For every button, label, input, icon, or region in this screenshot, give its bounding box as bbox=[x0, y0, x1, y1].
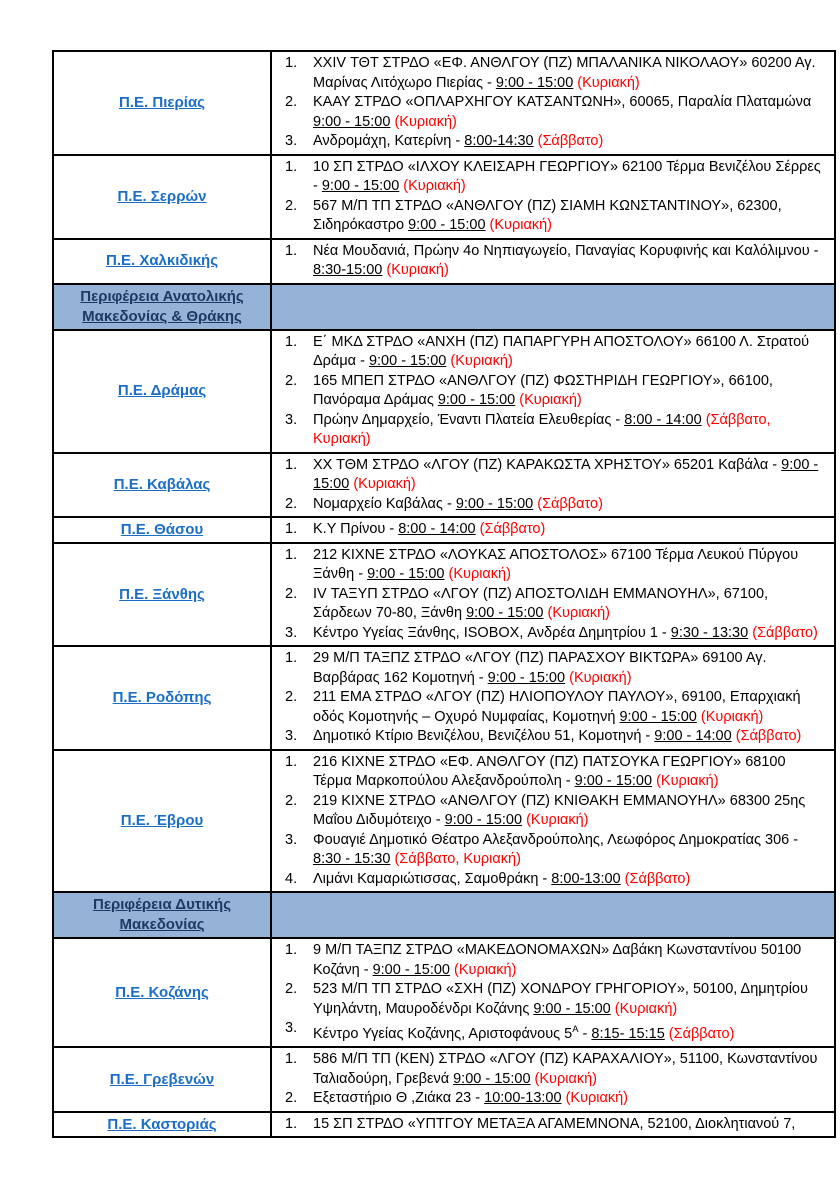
hours-label: 9:00 - 15:00 bbox=[372, 961, 450, 978]
item-text bbox=[313, 132, 830, 152]
location-item bbox=[272, 624, 830, 644]
item-number: 1. bbox=[285, 1115, 298, 1132]
day-label: (Κυριακή) bbox=[547, 605, 610, 621]
day-label: (Κυριακή) bbox=[534, 1070, 597, 1087]
hours-label: 9:00 - 15:00 bbox=[444, 812, 523, 828]
location-item bbox=[272, 649, 830, 688]
day-label: (Κυριακή) bbox=[394, 113, 457, 130]
header-label: Περιφέρεια Ανατολικής Μακεδονίας & Θράκης bbox=[80, 287, 244, 325]
item-text bbox=[313, 688, 830, 727]
location-item bbox=[272, 333, 830, 372]
table-row bbox=[53, 517, 835, 543]
item-number: 2. bbox=[285, 689, 298, 705]
locations-cell bbox=[271, 51, 835, 155]
region-link[interactable]: Π.Ε. Θάσου bbox=[120, 521, 204, 538]
region-link[interactable]: Π.Ε. Κοζάνης bbox=[115, 983, 209, 1001]
item-number: 1. bbox=[285, 753, 298, 770]
hours-label: 8:15- 15:15 bbox=[591, 1025, 665, 1042]
header-label: Περιφέρεια Δυτικής Μακεδονίας bbox=[93, 896, 231, 933]
location-text: ΧΧ ΤΘΜ ΣΤΡΔΟ «ΛΓΟΥ (ΠΖ) ΚΑΡΑΚΩΣΤΑ ΧΡΗΣΤΟΥ» 65201 Καβάλα - bbox=[313, 456, 782, 473]
day-label: (Σάββατο, Κυριακή) bbox=[313, 411, 771, 447]
item-number: 1. bbox=[285, 333, 298, 350]
table-row bbox=[53, 646, 835, 750]
locations-table bbox=[52, 50, 836, 1138]
item-number: 1. bbox=[285, 456, 298, 473]
item-text bbox=[313, 870, 830, 890]
location-item bbox=[272, 727, 830, 747]
day-label: (Σάββατο) bbox=[752, 624, 818, 641]
region-header-cell bbox=[53, 892, 271, 938]
location-item bbox=[272, 585, 830, 624]
item-text bbox=[313, 585, 830, 624]
day-label: (Κυριακή) bbox=[489, 217, 552, 233]
locations-cell bbox=[271, 330, 835, 453]
item-number: 3. bbox=[285, 728, 298, 744]
item-text bbox=[313, 158, 830, 197]
region-link[interactable]: Π.Ε. Έβρου bbox=[120, 812, 204, 829]
item-text bbox=[313, 54, 830, 93]
day-label: (Σάββατο) bbox=[537, 133, 604, 149]
hours-label: 8:30-15:00 bbox=[313, 262, 383, 278]
item-text bbox=[313, 1019, 830, 1044]
location-text: Νέα Μουδανιά, Πρώην 4ο Νηπιαγωγείο, Παναγίας Κορυφινής και Καλόλιμνου - bbox=[313, 242, 819, 259]
day-label: (Σάββατο) bbox=[537, 495, 603, 512]
hours-label: 10:00-13:00 bbox=[484, 1090, 562, 1107]
item-text bbox=[313, 1089, 830, 1109]
item-text bbox=[313, 753, 830, 792]
hours-label: 9:00 - 15:00 bbox=[533, 1000, 611, 1017]
locations-cell bbox=[271, 1047, 835, 1112]
hours-label: 9:00 - 15:00 bbox=[368, 353, 447, 369]
item-number: 4. bbox=[285, 870, 298, 887]
day-label: (Σάββατο) bbox=[668, 1025, 735, 1042]
day-label: (Κυριακή) bbox=[577, 74, 640, 91]
item-text bbox=[313, 831, 830, 870]
location-text: Δημοτικό Κτίριο Βενιζέλου, Βενιζέλου 51, Κομοτηνή - bbox=[313, 728, 655, 744]
item-text bbox=[313, 372, 830, 411]
table-row bbox=[53, 330, 835, 453]
item-text bbox=[313, 546, 830, 585]
item-text bbox=[313, 411, 830, 450]
locations-cell bbox=[271, 1112, 835, 1138]
location-item bbox=[272, 941, 830, 980]
item-number: 1. bbox=[285, 55, 298, 71]
locations-cell bbox=[271, 543, 835, 647]
hours-label: 9:00 - 15:00 bbox=[453, 1070, 531, 1087]
location-item bbox=[272, 1019, 830, 1044]
location-text: Εξεταστήριο Θ ,Ζιάκα 23 - bbox=[313, 1090, 485, 1107]
location-item bbox=[272, 831, 830, 870]
location-text: 9 Μ/Π ΤΑΞΠΖ ΣΤΡΔΟ «ΜΑΚΕΔΟΝΟΜΑΧΩΝ» Δαβάκη Κωνσταντίνου 50100 Κοζάνη - bbox=[313, 942, 802, 978]
day-label: (Κυριακή) bbox=[656, 773, 719, 789]
region-link[interactable]: Π.Ε. Δράμας bbox=[117, 382, 207, 400]
location-item bbox=[272, 54, 830, 93]
location-item bbox=[272, 1089, 830, 1109]
day-label: (Σάββατο, Κυριακή) bbox=[394, 851, 521, 867]
item-number: 2. bbox=[285, 495, 298, 512]
header-empty-cell bbox=[271, 284, 835, 330]
table-row bbox=[53, 1047, 835, 1112]
day-label: (Κυριακή) bbox=[565, 1090, 629, 1107]
location-text: IV ΤΑΞΥΠ ΣΤΡΔΟ «ΛΓΟΥ (ΠΖ) ΑΠΟΣΤΟΛΙΔΗ ΕΜΜΑΝΟΥΗΛ», 67100, Σάρδεων 70-80, Ξάνθη bbox=[313, 585, 769, 621]
region-cell bbox=[53, 155, 271, 239]
location-text: Α bbox=[572, 1023, 579, 1034]
location-text: 219 ΚΙΧΝΕ ΣΤΡΔΟ «ΑΝΘΛΓΟΥ (ΠΖ) ΚΝΙΘΑΚΗ ΕΜΜΑΝΟΥΗΛ» 68300 25ης Μαΐου Διδυμότειχο - bbox=[313, 792, 806, 828]
day-label: (Κυριακή) bbox=[353, 476, 416, 492]
day-label: (Κυριακή) bbox=[448, 566, 511, 582]
item-text bbox=[313, 792, 830, 831]
table-row bbox=[53, 155, 835, 239]
location-text: 586 Μ/Π ΤΠ (ΚΕΝ) ΣΤΡΔΟ «ΛΓΟΥ (ΠΖ) ΚΑΡΑΧΑΛΙΟΥ», 51100, Κωνσταντίνου Ταλιαδούρη, Γρεβενά bbox=[313, 1051, 818, 1087]
region-link[interactable]: Π.Ε. Σερρών bbox=[117, 187, 207, 205]
location-text: 216 ΚΙΧΝΕ ΣΤΡΔΟ «ΕΦ. ΑΝΘΛΓΟΥ (ΠΖ) ΠΑΤΣΟΥΚΑ ΓΕΩΡΓΙΟΥ» 68100 Τέρμα Μαρκοπούλου Αλεξανδρούπολη - bbox=[313, 753, 786, 789]
item-number: 1. bbox=[285, 942, 298, 958]
location-text: 29 Μ/Π ΤΑΞΠΖ ΣΤΡΔΟ «ΛΓΟΥ (ΠΖ) ΠΑΡΑΣΧΟΥ ΒΙΚΤΩΡΑ» 69100 Αγ. Βαρβάρας 162 Κομοτηνή - bbox=[313, 650, 767, 686]
item-number: 2. bbox=[285, 372, 298, 389]
locations-cell bbox=[271, 155, 835, 239]
location-item bbox=[272, 546, 830, 585]
table-row bbox=[53, 51, 835, 155]
item-number: 1. bbox=[285, 242, 298, 259]
day-label: (Κυριακή) bbox=[614, 1000, 678, 1017]
locations-cell bbox=[271, 239, 835, 284]
region-link[interactable]: Π.Ε. Καβάλας bbox=[113, 476, 211, 493]
location-text: 211 ΕΜΑ ΣΤΡΔΟ «ΛΓΟΥ (ΠΖ) ΗΛΙΟΠΟΥΛΟΥ ΠΑΥΛΟΥ», 69100, Επαρχιακή οδός Κομοτηνής – Οχυρό Νυμφαίας, Κομοτηνή bbox=[313, 689, 801, 725]
location-item bbox=[272, 495, 830, 515]
day-label: (Κυριακή) bbox=[450, 353, 513, 369]
table-row bbox=[53, 938, 835, 1047]
table-row bbox=[53, 543, 835, 647]
location-text: Πρώην Δημαρχείο, Έναντι Πλατεία Ελευθερίας - bbox=[313, 411, 625, 428]
day-label: (Κυριακή) bbox=[519, 392, 582, 408]
location-text: ΚΑΑΥ ΣΤΡΔΟ «ΟΠΛΑΡΧΗΓΟΥ ΚΑΤΣΑΝΤΩΝΗ», 60065, Παραλία Πλαταμώνα bbox=[313, 94, 812, 110]
day-label: (Κυριακή) bbox=[403, 178, 466, 194]
item-number: 2. bbox=[285, 94, 298, 110]
location-text: 523 Μ/Π ΤΠ ΣΤΡΔΟ «ΣΧΗ (ΠΖ) ΧΟΝΔΡΟΥ ΓΡΗΓΟΡΙΟΥ», 50100, Δημητρίου Υψηλάντη, Μαυροδένδρι Κοζάνης bbox=[313, 981, 808, 1017]
item-number: 3. bbox=[285, 133, 298, 149]
day-label: (Κυριακή) bbox=[386, 262, 449, 278]
location-item bbox=[272, 870, 830, 890]
region-link[interactable]: Π.Ε. Γρεβενών bbox=[109, 1070, 215, 1088]
locations-cell bbox=[271, 646, 835, 750]
region-cell bbox=[53, 51, 271, 155]
region-cell bbox=[53, 750, 271, 893]
item-number: 2. bbox=[285, 1090, 298, 1107]
location-text: Κέντρο Υγείας Κοζάνης, Αριστοφάνους 5 bbox=[313, 1025, 573, 1042]
region-cell bbox=[53, 646, 271, 750]
location-text: 212 ΚΙΧΝΕ ΣΤΡΔΟ «ΛΟΥΚΑΣ ΑΠΟΣΤΟΛΟΣ» 67100 Τέρμα Λευκού Πύργου Ξάνθη - bbox=[313, 546, 799, 582]
location-item bbox=[272, 411, 830, 450]
hours-label: 9:00 - 15:00 bbox=[455, 495, 534, 512]
locations-cell bbox=[271, 517, 835, 543]
region-link[interactable]: Π.Ε. Ξάνθης bbox=[119, 585, 205, 603]
table-row bbox=[53, 1112, 835, 1138]
item-text bbox=[313, 333, 830, 372]
item-number: 2. bbox=[285, 585, 298, 602]
day-label: (Σάββατο) bbox=[735, 728, 802, 744]
hours-label: 9:00 - 15:00 bbox=[408, 217, 486, 233]
day-label: (Κυριακή) bbox=[700, 708, 764, 725]
hours-label: 8:00 - 14:00 bbox=[398, 521, 476, 537]
item-number: 2. bbox=[285, 197, 298, 214]
hours-label: 9:00 - 15:00 bbox=[574, 773, 653, 789]
item-text bbox=[313, 1115, 830, 1135]
day-label: (Σάββατο) bbox=[624, 870, 691, 887]
item-number: 1. bbox=[285, 158, 298, 175]
hours-label: 9:00 - 15:00 bbox=[466, 605, 544, 621]
location-text: Ανδρομάχη, Κατερίνη - bbox=[313, 133, 465, 149]
day-label: (Κυριακή) bbox=[569, 669, 632, 686]
location-text: 567 Μ/Π ΤΠ ΣΤΡΔΟ «ΑΝΘΛΓΟΥ (ΠΖ) ΣΙΑΜΗ ΚΩΝΣΤΑΝΤΙΝΟΥ», 62300, Σιδηρόκαστρο bbox=[313, 197, 782, 233]
item-number: 1. bbox=[285, 1051, 298, 1068]
hours-label: 8:30 - 15:30 bbox=[313, 851, 391, 867]
hours-label: 8:00-13:00 bbox=[551, 870, 621, 887]
locations-cell bbox=[271, 453, 835, 518]
item-number: 3. bbox=[285, 1020, 298, 1036]
location-text: 165 ΜΠΕΠ ΣΤΡΔΟ «ΑΝΘΛΓΟΥ (ΠΖ) ΦΩΣΤΗΡΙΔΗ ΓΕΩΡΓΙΟΥ», 66100, Πανόραμα Δράμας bbox=[313, 372, 773, 408]
item-text bbox=[313, 727, 830, 747]
location-item bbox=[272, 688, 830, 727]
hours-label: 9:00 - 15:00 bbox=[313, 113, 391, 130]
location-item bbox=[272, 93, 830, 132]
location-item bbox=[272, 980, 830, 1019]
item-text bbox=[313, 242, 830, 281]
hours-label: 9:00 - 15:00 bbox=[487, 669, 566, 686]
hours-label: 9:00 - 15:00 bbox=[619, 708, 697, 725]
header-row bbox=[53, 892, 835, 938]
location-item bbox=[272, 792, 830, 831]
location-text: Ε΄ ΜΚΔ ΣΤΡΔΟ «ΑΝΧΗ (ΠΖ) ΠΑΠΑΡΓΥΡΗ ΑΠΟΣΤΟΛΟΥ» 66100 Λ. Στρατού Δράμα - bbox=[313, 333, 810, 369]
region-link[interactable]: Π.Ε. Καστοριάς bbox=[107, 1115, 217, 1133]
day-label: (Κυριακή) bbox=[454, 961, 517, 978]
item-number: 2. bbox=[285, 981, 298, 997]
location-item bbox=[272, 1115, 830, 1135]
location-item bbox=[272, 1050, 830, 1089]
locations-cell bbox=[271, 750, 835, 893]
item-text bbox=[313, 456, 830, 495]
region-cell bbox=[53, 1112, 271, 1138]
item-text bbox=[313, 93, 830, 132]
item-number: 3. bbox=[285, 624, 298, 641]
region-cell bbox=[53, 239, 271, 284]
location-text: 10 ΣΠ ΣΤΡΔΟ «ΙΛΧΟΥ ΚΛΕΙΣΑΡΗ ΓΕΩΡΓΙΟΥ» 62100 Τέρμα Βενιζέλου Σέρρες - bbox=[313, 158, 821, 194]
table-row bbox=[53, 453, 835, 518]
location-item bbox=[272, 158, 830, 197]
item-text bbox=[313, 941, 830, 980]
hours-label: 8:00 - 14:00 bbox=[624, 411, 702, 428]
hours-label: 9:00 - 15:00 bbox=[313, 456, 819, 492]
item-text bbox=[313, 495, 830, 515]
item-number: 1. bbox=[285, 521, 298, 537]
region-cell bbox=[53, 1047, 271, 1112]
location-item bbox=[272, 132, 830, 152]
location-item bbox=[272, 520, 830, 540]
location-text: 15 ΣΠ ΣΤΡΔΟ «ΥΠΤΓΟΥ ΜΕΤΑΞΑ ΑΓΑΜΕΜΝΟΝΑ, 52100, Διοκλητιανού 7, bbox=[313, 1115, 796, 1132]
location-text: Λιμάνι Καμαριώτισσας, Σαμοθράκη - bbox=[313, 870, 552, 887]
region-cell bbox=[53, 330, 271, 453]
table-row bbox=[53, 239, 835, 284]
location-text: Κέντρο Υγείας Ξάνθης, ISOBOX, Ανδρέα Δημητρίου 1 - bbox=[313, 624, 671, 641]
region-link[interactable]: Π.Ε. Ροδόπης bbox=[112, 689, 212, 706]
region-header-cell bbox=[53, 284, 271, 330]
location-item bbox=[272, 242, 830, 281]
location-text: Νομαρχείο Καβάλας - bbox=[313, 495, 456, 512]
day-label: (Κυριακή) bbox=[526, 812, 589, 828]
item-text bbox=[313, 520, 830, 540]
region-cell bbox=[53, 517, 271, 543]
location-item bbox=[272, 753, 830, 792]
region-cell bbox=[53, 938, 271, 1047]
hours-label: 9:00 - 15:00 bbox=[367, 566, 445, 582]
item-number: 1. bbox=[285, 650, 298, 666]
location-item bbox=[272, 197, 830, 236]
item-number: 3. bbox=[285, 831, 298, 848]
region-cell bbox=[53, 543, 271, 647]
location-text: XXIV ΤΘΤ ΣΤΡΔΟ «ΕΦ. ΑΝΘΛΓΟΥ (ΠΖ) ΜΠΑΛΑΝΙΚΑ ΝΙΚΟΛΑΟΥ» 60200 Αγ. Μαρίνας Λιτόχωρο Πιερίας - bbox=[313, 55, 816, 91]
hours-label: 8:00-14:30 bbox=[464, 133, 534, 149]
item-text bbox=[313, 1050, 830, 1089]
hours-label: 9:30 - 13:30 bbox=[670, 624, 749, 641]
location-text: Κ.Υ Πρίνου - bbox=[313, 521, 399, 537]
header-row bbox=[53, 284, 835, 330]
item-text bbox=[313, 649, 830, 688]
item-text bbox=[313, 197, 830, 236]
locations-cell bbox=[271, 938, 835, 1047]
location-text: Φουαγιέ Δημοτικό Θέατρο Αλεξανδρούπολης, Λεωφόρος Δημοκρατίας 306 - bbox=[313, 831, 799, 848]
region-link[interactable]: Π.Ε. Χαλκιδικής bbox=[105, 252, 219, 270]
item-text bbox=[313, 624, 830, 644]
hours-label: 9:00 - 14:00 bbox=[654, 728, 732, 744]
table-row bbox=[53, 750, 835, 893]
region-link[interactable]: Π.Ε. Πιερίας bbox=[119, 94, 205, 111]
day-label: (Σάββατο) bbox=[479, 521, 546, 537]
item-number: 3. bbox=[285, 411, 298, 428]
location-item bbox=[272, 456, 830, 495]
location-item bbox=[272, 372, 830, 411]
item-text bbox=[313, 980, 830, 1019]
header-empty-cell bbox=[271, 892, 835, 938]
location-text: - bbox=[578, 1025, 592, 1042]
page bbox=[0, 50, 840, 1188]
hours-label: 9:00 - 15:00 bbox=[437, 392, 516, 408]
hours-label: 9:00 - 15:00 bbox=[321, 178, 400, 194]
hours-label: 9:00 - 15:00 bbox=[495, 74, 574, 91]
item-number: 1. bbox=[285, 546, 298, 563]
item-number: 2. bbox=[285, 792, 298, 809]
region-cell bbox=[53, 453, 271, 518]
